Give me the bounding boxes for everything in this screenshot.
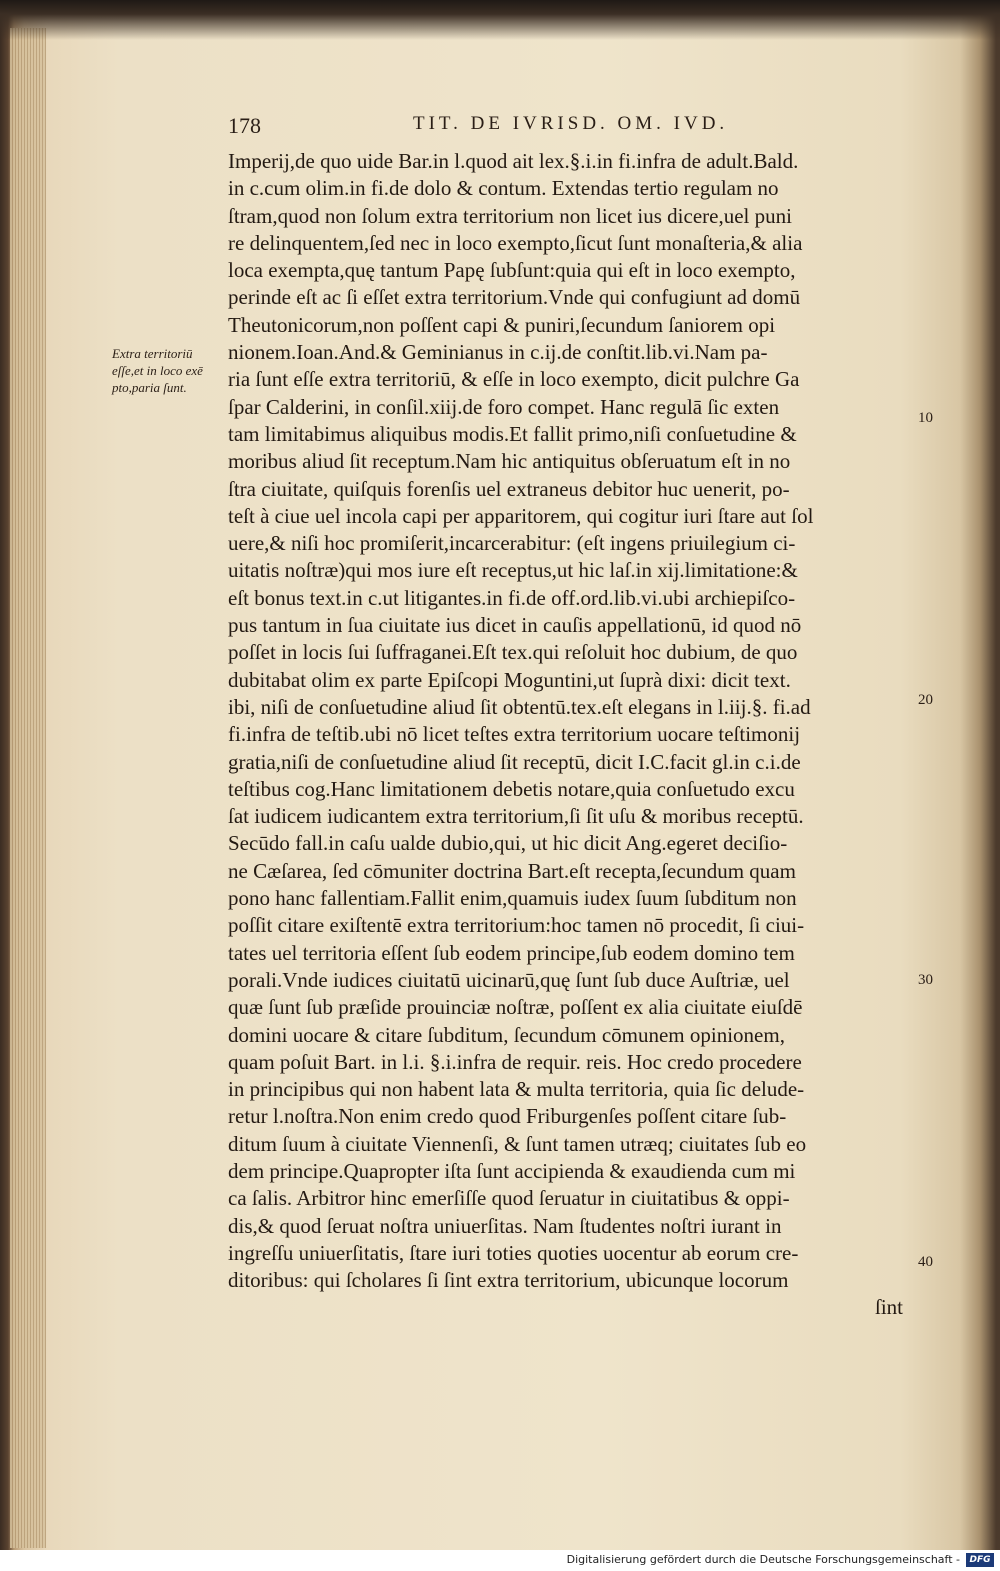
text-line: uere,& niſi hoc promiſerit,incarcerabitur: (eſt ingens priuilegium ci- [228,531,796,556]
text-line: ditum ſuum à ciuitate Viennenſi, & ſunt tamen utræq; ciuitates ſub eo [228,1131,807,1156]
running-head: TIT. DE IVRISD. OM. IVD. [413,113,729,134]
text-line: in c.cum olim.in fi.de dolo & contum. Extendas tertio regulam no [228,176,779,201]
text-line: ne Cæſarea, ſed cōmuniter doctrina Bart.eſt recepta,ſecundum quam [228,858,796,883]
text-line: Theutonicorum,non poſſent capi & puniri,ſecundum ſaniorem opi [228,312,776,337]
text-line: moribus aliud ſit receptum.Nam hic antiquitus obſeruatum eſt in no [228,449,791,474]
text-line: ria ſunt eſſe extra territoriū, & eſſe in loco exempto, dicit pulchre Ga [228,367,800,392]
text-line: ibi, niſi de conſuetudine aliud ſit obtentū.tex.eſt elegans in l.iij.§. fi.ad [228,694,811,719]
text-line: eſt bonus text.in c.ut litigantes.in fi.de off.ord.lib.vi.ubi archiepiſco- [228,585,796,610]
text-line: teſt à ciue uel incola capi per apparitorem, qui cogitur iuri ſtare aut ſol [228,503,814,528]
catchword: ſint [874,1295,903,1320]
text-line: tates uel territoria eſſent ſub eodem principe,ſub eodem domino tem [228,940,795,965]
text-line: domini uocare & citare ſubditum, ſecundum cōmunem opinionem, [228,1022,785,1047]
text-line: retur l.noſtra.Non enim credo quod Friburgenſes poſſent citare ſub- [228,1104,787,1129]
text-line: poſſet in locis ſui ſuffraganei.Eſt tex.qui reſoluit hoc dubium, de quo [228,640,798,665]
text-line: ſpar Calderini, in conſil.xiij.de foro compet. Hanc regulā ſic exten [228,394,780,419]
line-number-marker: 10 [918,410,933,426]
marginal-note-line: eſſe,et in loco exē [112,363,203,378]
dfg-logo: DFG [966,1553,994,1567]
text-line: ſat iudicem iudicantem extra territorium,ſi ſit uſu & moribus receptū. [228,804,804,829]
text-line: pono hanc fallentiam.Fallit enim,quamuis iudex ſuum ſubditum non [228,886,797,911]
text-line: ca ſalis. Arbitror hinc emerſiſſe quod ſeruatur in ciuitatibus & oppi- [228,1186,790,1211]
text-line: nionem.Ioan.And.& Geminianus in c.ij.de conſtit.lib.vi.Nam pa- [228,340,768,365]
text-line: quæ ſunt ſub præſide prouinciæ noſtræ, poſſent ex alia ciuitate eiuſdē [228,995,803,1020]
folio-number: 178 [228,113,261,138]
text-line: Imperij,de quo uide Bar.in l.quod ait lex.§.i.in fi.infra de adult.Bald. [228,149,799,173]
text-line: ingreſſu uniuerſitatis, ſtare iuri toties quoties uocentur ab eorum cre- [228,1240,799,1265]
text-line: re delinquentem,ſed nec in loco exempto,ſicut ſunt monaſteria,& alia [228,230,803,255]
digitization-footer [0,1550,1000,1571]
text-line: dis,& quod ſeruat noſtra uniuerſitas. Nam ſtudentes noſtri iurant in [228,1213,782,1238]
text-line: gratia,niſi de conſuetudine aliud ſit receptū, dicit I.C.facit gl.in c.i.de [228,749,801,774]
top-shadow [0,0,1000,40]
text-line: dubitabat olim ex parte Epiſcopi Moguntini,ut ſuprà dixi: dicit text. [228,667,791,692]
text-line: in principibus qui non habent lata & multa territoria, quia ſic delude- [228,1077,805,1102]
line-number-marker: 30 [918,972,933,988]
page-edges [10,28,46,1548]
line-number-marker: 40 [918,1254,933,1270]
text-line: ſtra ciuitate, quiſquis forenſis uel extraneus debitor huc uenerit, po- [228,476,790,501]
text-line: loca exempta,quę tantum Papę ſubſunt:quia qui eſt in loco exempto, [228,258,796,283]
funding-credit: Digitalisierung gefördert durch die Deutsche Forschungsgemeinschaft - [566,1553,960,1566]
text-line: uitatis noſtræ)qui mos iure eſt receptus,ut hic laſ.in xij.limitatione:& [228,558,798,583]
text-line: ditoribus: qui ſcholares ſi ſint extra territorium, ubicunque locorum [228,1268,789,1293]
text-line: Secūdo fall.in caſu ualde dubio,qui, ut hic dicit Ang.egeret deciſio- [228,831,788,856]
main-text-block [228,148,913,1322]
text-line: ſtram,quod non ſolum extra territorium non licet ius dicere,uel puni [228,203,792,228]
marginal-note-line: pto,paria ſunt. [112,380,187,395]
marginal-note-line: Extra territoriū [112,346,193,361]
text-line: poſſit citare exiſtentē extra territorium:hoc tamen nō procedit, ſi ciui- [228,913,805,938]
text-line: dem principe.Quapropter iſta ſunt accipienda & exaudienda cum mi [228,1158,796,1183]
text-line: porali.Vnde iudices ciuitatū uicinarū,quę ſunt ſub duce Auſtriæ, uel [228,967,790,992]
text-line: teſtibus cog.Hanc limitationem debetis notare,quia conſuetudo excu [228,776,795,801]
line-number-marker: 20 [918,692,933,708]
text-line: fi.infra de teſtib.ubi nō licet teſtes extra territorium uocare teſtimonij [228,722,801,747]
page-header [228,113,788,145]
text-line: perinde eſt ac ſi eſſet extra territorium.Vnde qui confugiunt ad domū [228,285,801,310]
marginal-note [112,345,230,396]
text-line: quam poſuit Bart. in l.i. §.i.infra de requir. reis. Hoc credo procedere [228,1049,802,1074]
text-line: pus tantum in ſua ciuitate ius dicet in cauſis appellationū, id quod nō [228,613,802,638]
text-line: tam limitabimus aliquibus modis.Et fallit primo,niſi conſuetudine & [228,421,797,446]
